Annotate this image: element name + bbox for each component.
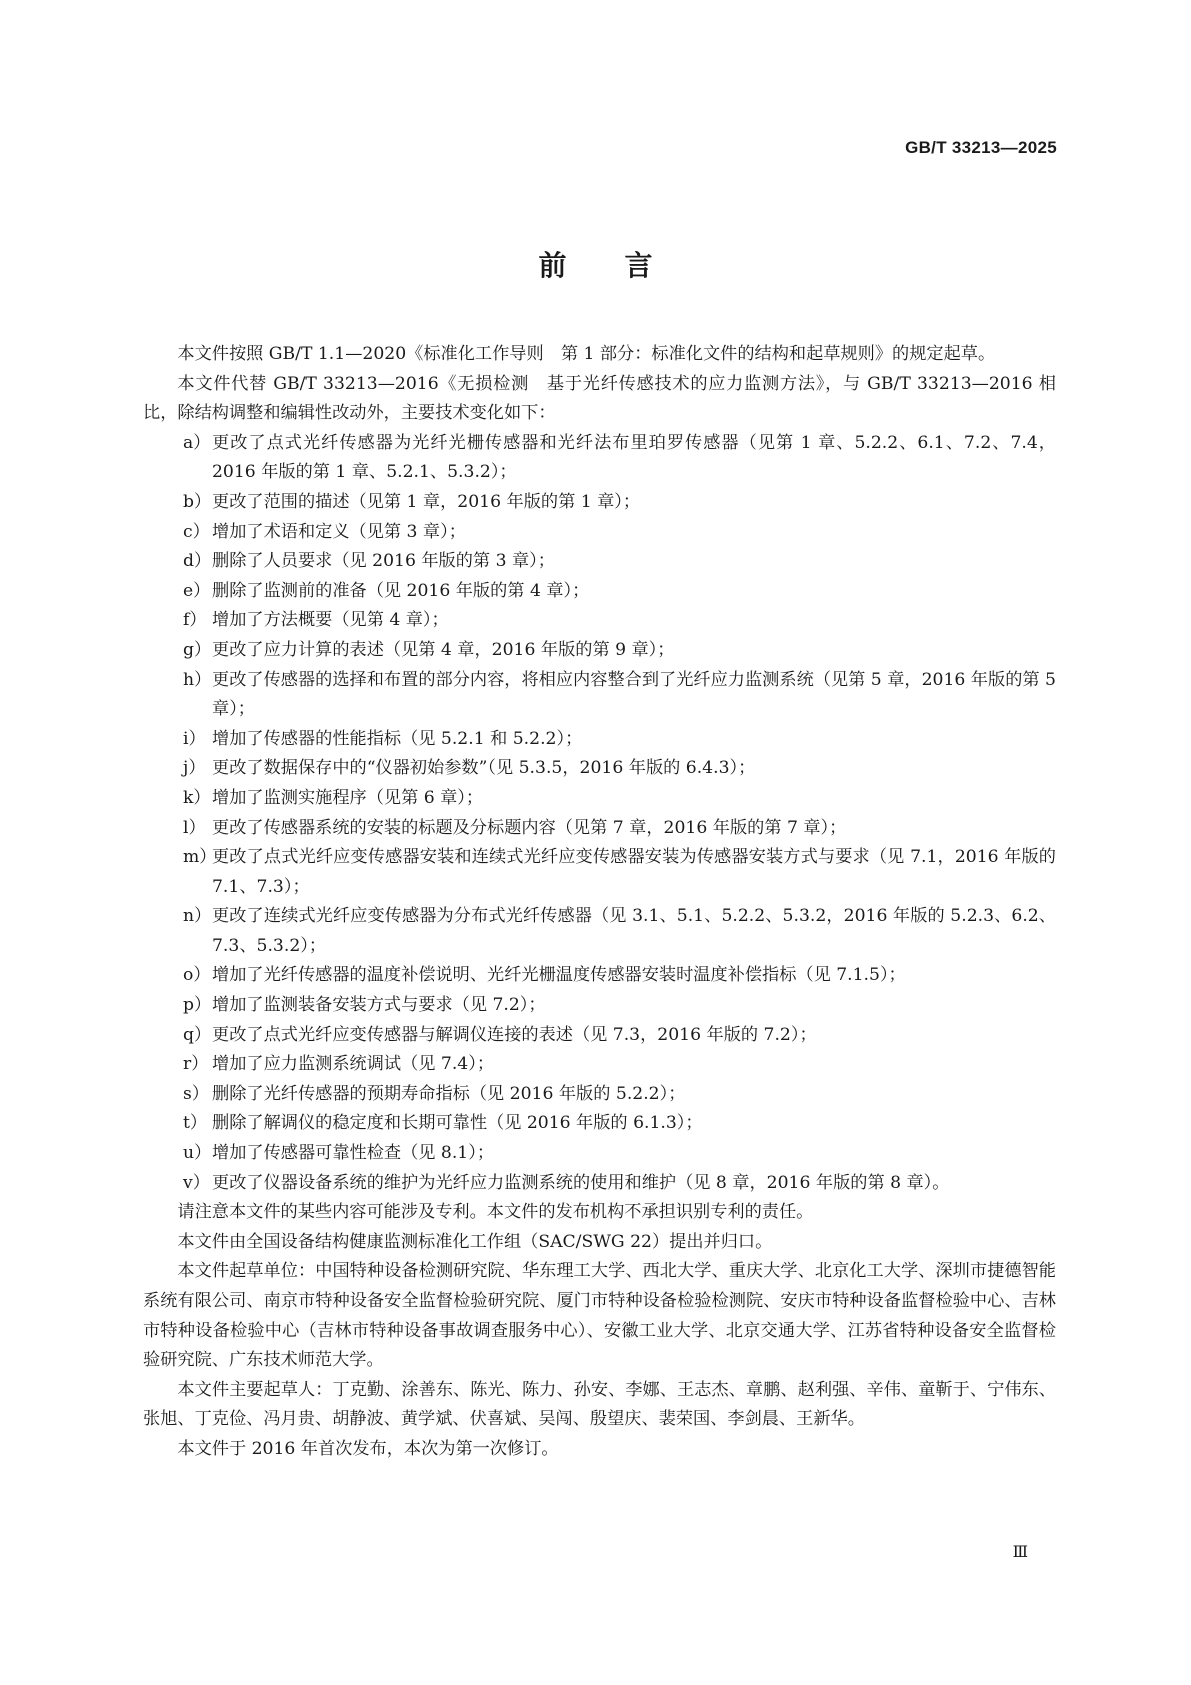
changes-list: [143, 429, 1056, 1198]
page-number: Ⅲ: [1012, 1542, 1028, 1561]
list-item-text: 更改了传感器系统的安装的标题及分标题内容（见第 7 章，2016 年版的第 7 章）；: [212, 817, 847, 838]
list-item-text: 更改了点式光纤传感器为光纤光栅传感器和光纤法布里珀罗传感器（见第 1 章、5.2.2、6.1、7.2、7.4，2016 年版的第 1 章、5.2.1、5.3.2）；: [212, 432, 1056, 483]
list-item-text: 删除了解调仪的稳定度和长期可靠性（见 2016 年版的 6.1.3）；: [212, 1113, 703, 1134]
list-item-text: 更改了点式光纤应变传感器与解调仪连接的表述（见 7.3，2016 年版的 7.2）；: [212, 1024, 817, 1045]
list-item: [143, 606, 1056, 636]
list-item: [143, 577, 1056, 607]
list-item-text: 增加了监测装备安装方式与要求（见 7.2）；: [212, 995, 546, 1016]
list-marker: f）: [183, 610, 207, 631]
page-title: 前言: [538, 249, 711, 282]
list-item-text: 删除了监测前的准备（见 2016 年版的第 4 章）；: [212, 580, 590, 601]
list-item: [143, 725, 1056, 755]
list-marker: i）: [183, 728, 206, 749]
list-item: [143, 902, 1056, 961]
list-item: [143, 1080, 1056, 1110]
list-marker: q）: [183, 1024, 212, 1045]
list-item: [143, 429, 1056, 488]
list-marker: a）: [183, 432, 211, 453]
list-marker: m）: [183, 847, 217, 868]
list-item-text: 增加了传感器可靠性检查（见 8.1）；: [212, 1143, 495, 1164]
list-item-text: 更改了数据保存中的“仪器初始参数”（见 5.3.5，2016 年版的 6.4.3）；: [212, 758, 756, 779]
list-item: [143, 991, 1056, 1021]
list-item: [143, 961, 1056, 991]
list-marker: h）: [183, 669, 212, 690]
list-marker: j）: [183, 758, 206, 779]
intro-paragraph: 本文件按照 GB/T 1.1—2020《标准化工作导则 第 1 部分：标准化文件的结构和起草规则》的规定起草。: [177, 344, 996, 364]
list-item-text: 删除了人员要求（见 2016 年版的第 3 章）；: [212, 551, 555, 572]
list-marker: o）: [183, 965, 211, 986]
list-item: [143, 843, 1056, 902]
list-item: [143, 1169, 1056, 1199]
patent-notice: 请注意本文件的某些内容可能涉及专利。本文件的发布机构不承担识别专利的责任。: [177, 1202, 814, 1223]
list-item: [143, 666, 1056, 725]
list-item: [143, 1021, 1056, 1051]
list-item-text: 更改了应力计算的表述（见第 4 章，2016 年版的第 9 章）；: [212, 639, 675, 660]
list-item: [143, 1139, 1056, 1169]
list-marker: v）: [183, 1172, 210, 1193]
list-item-text: 增加了方法概要（见第 4 章）；: [212, 610, 449, 631]
list-item: [143, 488, 1056, 518]
list-marker: r）: [183, 1054, 209, 1075]
proposer-paragraph: 本文件由全国设备结构健康监测标准化工作组（SAC/SWG 22）提出并归口。: [177, 1231, 773, 1252]
list-item: [143, 547, 1056, 577]
standard-code: GB/T 33213—2025: [905, 138, 1057, 157]
list-marker: n）: [183, 906, 212, 927]
list-marker: u）: [183, 1143, 212, 1164]
list-item: [143, 636, 1056, 666]
history-paragraph: 本文件于 2016 年首次发布，本次为第一次修订。: [177, 1438, 559, 1459]
list-item-text: 增加了传感器的性能指标（见 5.2.1 和 5.2.2）；: [212, 728, 583, 749]
list-marker: b）: [183, 491, 212, 512]
list-item-text: 增加了光纤传感器的温度补偿说明、光纤光栅温度传感器安装时温度补偿指标（见 7.1.5）；: [212, 965, 906, 986]
list-item-text: 更改了仪器设备系统的维护为光纤应力监测系统的使用和维护（见 8 章，2016 年版的第 8 章）。: [212, 1172, 950, 1193]
list-item: [143, 1050, 1056, 1080]
list-item: [143, 1109, 1056, 1139]
list-item-text: 增加了监测实施程序（见第 6 章）；: [212, 787, 484, 808]
list-marker: g）: [183, 639, 212, 660]
list-marker: c）: [183, 521, 210, 542]
list-item-text: 增加了术语和定义（见第 3 章）；: [212, 521, 466, 542]
list-marker: t）: [183, 1113, 208, 1134]
list-item-text: 更改了连续式光纤应变传感器为分布式光纤传感器（见 3.1、5.1、5.2.2、5.3.2，2016 年版的 5.2.3、6.2、7.3、5.3.2）；: [212, 906, 1056, 956]
list-marker: k）: [183, 787, 211, 808]
list-item-text: 更改了范围的描述（见第 1 章，2016 年版的第 1 章）；: [212, 491, 641, 512]
list-item-text: 更改了点式光纤应变传感器安装和连续式光纤应变传感器安装为传感器安装方式与要求（见 7.1，2016 年版的 7.1、7.3）；: [212, 847, 1056, 897]
list-item-text: 删除了光纤传感器的预期寿命指标（见 2016 年版的 5.2.2）；: [212, 1083, 686, 1104]
foreword-body: [143, 340, 1056, 1465]
list-item: [143, 814, 1056, 844]
list-marker: l）: [183, 817, 206, 838]
list-marker: e）: [183, 580, 211, 601]
list-marker: d）: [183, 551, 212, 572]
drafting-units-paragraph: 本文件起草单位：中国特种设备检测研究院、华东理工大学、西北大学、重庆大学、北京化工大学、深圳市捷德智能系统有限公司、南京市特种设备安全监督检验研究院、厦门市特种设备检验检测院、安庆市特种设备监督检验中心、吉林市特种设备检验中心（吉林市特种设备事故调查服务中心）、安徽工业大学、北京交通大学、江苏省特种设备安全监督检验研究院、广东技术师范大学。: [143, 1261, 1056, 1371]
list-item-text: 更改了传感器的选择和布置的部分内容，将相应内容整合到了光纤应力监测系统（见第 5 章，2016 年版的第 5 章）；: [212, 669, 1056, 720]
list-item: [143, 754, 1056, 784]
list-item: [143, 518, 1056, 548]
drafters-paragraph: 本文件主要起草人：丁克勤、涂善东、陈光、陈力、孙安、李娜、王志杰、章鹏、赵利强、辛伟、童靳于、宁伟东、张旭、丁克俭、冯月贵、胡静波、黄学斌、伏喜斌、吴闯、殷望庆、裴荣国、李剑晨、王新华。: [143, 1379, 1056, 1430]
list-item-text: 增加了应力监测系统调试（见 7.4）；: [212, 1054, 495, 1075]
list-item: [143, 784, 1056, 814]
list-marker: s）: [183, 1083, 210, 1104]
intro-paragraph: 本文件代替 GB/T 33213—2016《无损检测 基于光纤传感技术的应力监测方法》，与 GB/T 33213—2016 相比，除结构调整和编辑性改动外，主要技术变化如下：: [143, 373, 1056, 424]
list-marker: p）: [183, 995, 212, 1016]
